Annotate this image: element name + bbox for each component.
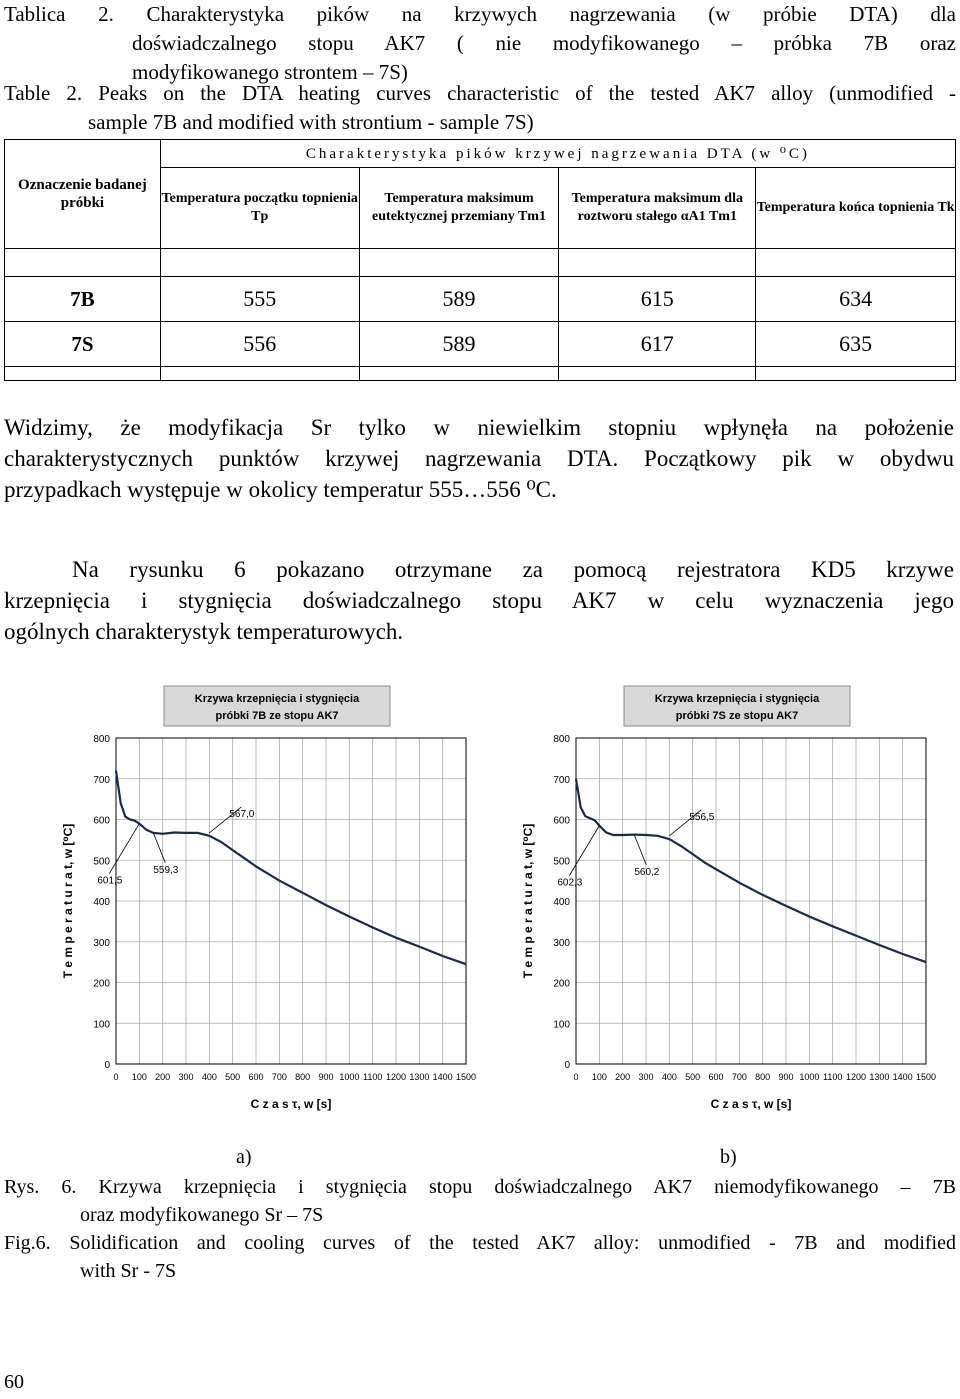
x-tick-label: 1200 — [845, 1072, 867, 1082]
x-tick-label: 900 — [778, 1072, 794, 1082]
x-tick-label: 300 — [178, 1072, 194, 1082]
annotation-label: 560,2 — [634, 866, 660, 878]
annotation-leader — [153, 833, 165, 863]
paragraph-1 — [4, 412, 954, 505]
table-caption-pl-line1: Tablica 2. Charakterystyka pików na krzywych nagrzewania (w próbie DTA) dla — [4, 2, 956, 26]
x-tick-label: 400 — [201, 1072, 217, 1082]
annotation-label: 559,3 — [153, 864, 179, 876]
y-tick-label: 600 — [553, 815, 570, 827]
paragraph-1-line1: Widzimy, że modyfikacja Sr tylko w niewielkim stopniu wpłynęła na położenie — [4, 415, 954, 440]
table-cell: 556 — [160, 322, 359, 367]
y-tick-label: 300 — [553, 937, 570, 949]
paragraph-1-line3: przypadkach występuje w okolicy temperatur 555…556 ⁰C. — [4, 477, 557, 502]
table-caption-en-line1: Table 2. Peaks on the DTA heating curves characteristic of the tested AK7 alloy (unmodified - — [4, 81, 956, 105]
row-label: 7B — [5, 277, 161, 322]
row-label: 7S — [5, 322, 161, 367]
figure-caption-en — [4, 1229, 956, 1285]
y-tick-label: 600 — [93, 815, 110, 827]
y-tick-label: 700 — [553, 774, 570, 786]
annotation-label: 602,3 — [557, 877, 583, 889]
x-axis-label: C z a s τ, w [s] — [710, 1097, 792, 1111]
x-tick-label: 800 — [755, 1072, 771, 1082]
y-tick-label: 100 — [553, 1019, 570, 1031]
table-caption-en-line2: sample 7B and modified with strontium - sample 7S) — [88, 110, 534, 134]
x-tick-label: 1200 — [385, 1072, 407, 1082]
x-tick-label: 100 — [591, 1072, 607, 1082]
cooling-curve-line — [576, 779, 926, 962]
x-tick-label: 1500 — [455, 1072, 477, 1082]
x-tick-label: 1300 — [409, 1072, 430, 1082]
figure-caption-pl-line2: oraz modyfikowanego Sr – 7S — [80, 1204, 324, 1226]
x-tick-label: 700 — [731, 1072, 747, 1082]
figure-caption-en-line2: with Sr - 7S — [80, 1260, 177, 1282]
x-tick-label: 1500 — [915, 1072, 937, 1082]
x-tick-label: 500 — [225, 1072, 241, 1082]
figure-caption-pl — [4, 1173, 956, 1229]
cooling-curve-chart-7b — [54, 676, 494, 1136]
x-tick-label: 700 — [271, 1072, 287, 1082]
x-tick-label: 1000 — [799, 1072, 820, 1082]
y-tick-label: 700 — [93, 774, 110, 786]
chart-title: Krzywa krzepnięcia i stygnięcia — [194, 693, 360, 705]
table-caption-pl-line2: doświadczalnego stopu AK7 ( nie modyfikowanego – próbka 7B oraz — [132, 31, 956, 55]
page-number: 60 — [4, 1371, 24, 1393]
y-axis-label: T e m p e r a t u r a t, w [⁰C] — [521, 823, 535, 979]
x-tick-label: 900 — [318, 1072, 334, 1082]
table-caption-en — [4, 79, 956, 137]
chart-panel-b — [514, 676, 954, 1136]
x-tick-label: 1000 — [339, 1072, 360, 1082]
table-cell: 589 — [359, 277, 559, 322]
annotation-label: 567,0 — [229, 808, 255, 820]
y-tick-label: 400 — [93, 897, 110, 908]
annotation-leader — [569, 826, 599, 876]
x-tick-label: 0 — [113, 1072, 119, 1082]
x-tick-label: 500 — [685, 1072, 701, 1082]
col-header-sample: Oznaczenie badanej próbki — [5, 140, 161, 249]
y-tick-label: 200 — [93, 978, 110, 990]
figure-caption-en-line1: Fig.6. Solidification and cooling curves of the tested AK7 alloy: unmodified - 7B and modified — [4, 1232, 956, 1254]
table-cell: 634 — [756, 277, 956, 322]
paragraph-2 — [4, 554, 954, 647]
table-cell: 615 — [559, 277, 756, 322]
y-tick-label: 300 — [93, 937, 110, 949]
x-tick-label: 200 — [155, 1072, 171, 1082]
cooling-curve-chart-7s — [514, 676, 954, 1136]
table-cell: 555 — [160, 277, 359, 322]
group-header: Charakterystyka pików krzywej nagrzewania DTA (w ⁰C) — [160, 140, 955, 168]
y-tick-label: 200 — [553, 978, 570, 990]
y-tick-label: 800 — [93, 734, 110, 745]
figure-caption-pl-line1: Rys. 6. Krzywa krzepnięcia i stygnięcia stopu doświadczalnego AK7 niemodyfikowanego – 7B — [4, 1176, 956, 1198]
x-tick-label: 1300 — [869, 1072, 890, 1082]
table-caption-pl-line3: modyfikowanego strontem – 7S) — [132, 60, 408, 84]
table-cell: 589 — [359, 322, 559, 367]
y-tick-label: 500 — [93, 856, 110, 868]
table-cell: 635 — [756, 322, 956, 367]
paragraph-1-line2: charakterystycznych punktów krzywej nagrzewania DTA. Początkowy pik w obydwu — [4, 446, 954, 471]
col-header-tm1-solid: Temperatura maksimum dla roztworu stałego αA1 Tm1 — [559, 168, 756, 249]
table-cell: 617 — [559, 322, 756, 367]
y-tick-label: 100 — [93, 1019, 110, 1031]
chart-title: Krzywa krzepnięcia i stygnięcia — [654, 693, 820, 705]
x-tick-label: 200 — [615, 1072, 631, 1082]
x-tick-label: 800 — [295, 1072, 311, 1082]
x-tick-label: 400 — [661, 1072, 677, 1082]
paragraph-2-line3: ogólnych charakterystyk temperaturowych. — [4, 619, 404, 644]
x-tick-label: 1100 — [362, 1072, 383, 1082]
col-header-tk: Temperatura końca topnienia Tk — [756, 168, 956, 249]
y-axis-label: T e m p e r a t u r a t, w [⁰C] — [61, 823, 75, 979]
col-header-tm1-eutectic: Temperatura maksimum eutektycznej przemiany Tm1 — [359, 168, 559, 249]
y-tick-label: 500 — [553, 856, 570, 868]
table-caption-pl — [4, 0, 956, 87]
figure-label-a: a) — [236, 1146, 252, 1168]
x-tick-label: 600 — [248, 1072, 264, 1082]
table-row — [5, 322, 956, 367]
x-tick-label: 0 — [573, 1072, 579, 1082]
y-tick-label: 400 — [553, 897, 570, 908]
chart-title: próbki 7B ze stopu AK7 — [215, 710, 339, 722]
figure-label-b: b) — [720, 1146, 737, 1168]
chart-title: próbki 7S ze stopu AK7 — [675, 710, 799, 722]
annotation-label: 556,5 — [689, 811, 715, 823]
table-row — [5, 277, 956, 322]
col-header-tp: Temperatura początku topnienia Tp — [160, 168, 359, 249]
x-tick-label: 1400 — [432, 1072, 453, 1082]
annotation-label: 601,5 — [97, 875, 123, 887]
x-tick-label: 1400 — [892, 1072, 913, 1082]
y-tick-label: 0 — [104, 1060, 110, 1071]
annotation-leader — [109, 824, 139, 874]
x-axis-label: C z a s τ, w [s] — [250, 1097, 332, 1111]
dta-peaks-table — [4, 139, 956, 381]
chart-panel-a — [54, 676, 494, 1136]
y-tick-label: 0 — [564, 1060, 570, 1071]
x-tick-label: 600 — [708, 1072, 724, 1082]
x-tick-label: 300 — [638, 1072, 654, 1082]
x-tick-label: 1100 — [822, 1072, 843, 1082]
x-tick-label: 100 — [131, 1072, 147, 1082]
paragraph-2-line2: krzepnięcia i stygnięcia doświadczalnego stopu AK7 w celu wyznaczenia jego — [4, 588, 954, 613]
paragraph-2-line1: Na rysunku 6 pokazano otrzymane za pomocą rejestratora KD5 krzywe — [72, 557, 954, 582]
y-tick-label: 800 — [553, 734, 570, 745]
